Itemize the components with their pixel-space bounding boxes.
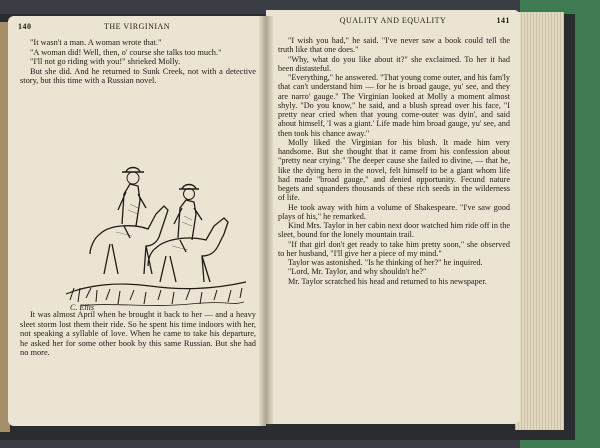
paragraph: But she did. And he returned to Sunk Creek, not with a detective story, but this time with a Russian novel. <box>20 66 256 86</box>
paragraph: "If that girl don't get ready to take him pretty soon," she observed to her husband, "I'll give her a piece of my mind." <box>278 239 510 258</box>
paragraph: It was almost April when he brought it back to her — and a heavy sleet storm lost them their ride. So he spent his time indoors with her, not speaking a syllable of love. When he came to take his departure, he asked her for some other book by this same Russian. But she had no more. <box>20 310 256 358</box>
paragraph: Kind Mrs. Taylor in her cabin next door watched him ride off in the sleet, bound for the lonely mountain trail. <box>278 221 510 240</box>
paragraph: He took away with him a volume of Shakespeare. "I've saw good plays of his," he remarked. <box>278 202 510 221</box>
paragraph: "It wasn't a man. A woman wrote that." <box>30 38 162 47</box>
paragraph: Mr. Taylor scratched his head and returned to his newspaper. <box>288 276 487 286</box>
left-page <box>8 16 266 426</box>
paragraph: "A woman did! Well, then, o' course she talks too much." <box>30 47 222 57</box>
left-page-top-text <box>20 38 256 86</box>
paragraph: Taylor was astonished. "Is he thinking of her?" he inquired. <box>288 258 483 267</box>
right-page <box>266 10 520 424</box>
left-page-bottom-text <box>20 310 256 358</box>
illustration-signature: C. Ellis <box>70 303 95 312</box>
paragraph: "Lord, Mr. Taylor, and why shouldn't he?" <box>288 267 427 277</box>
paragraph: "Everything," he answered. "That young come outer, and his fam'ly that can't understand him — for he is broad gauge, yu' see, and they are narro' gauge." The Virginian looked at Molly a moment almost shyly. "Do you know," he said, and a blush spread over his face, "I pretty near cried when that young come-outer was dyin', and said about himself, 'I was a giant.' Life made him broad gauge, yu' see, and then took his chance away." <box>278 73 510 138</box>
paragraph: "I wish you had," he said. "I've never saw a book could tell the truth like that one does." <box>278 36 510 55</box>
riders-illustration <box>60 114 252 314</box>
paragraph: "I'll not go riding with you!" shrieked Molly. <box>30 57 181 67</box>
paragraph: Molly liked the Virginian for his blush. It made him very handsome. But she thought that it came from his confession about "pretty near crying." The deeper cause she failed to divine, — that he, like the dying hero in the novel, felt himself to be a giant whom life had made "broad gauge," and denied opportunity. Fecund nature begets and squanders thousands of these rich seeds in the wilderness of life. <box>278 137 510 203</box>
right-page-number: 141 <box>496 16 510 25</box>
paragraph: "Why, what do you like about it?" she exclaimed. To her it had been distasteful. <box>278 54 510 73</box>
left-running-head: THE VIRGINIAN <box>103 22 171 31</box>
right-running-head: QUALITY AND EQUALITY <box>339 16 447 25</box>
page-stack-edge <box>515 12 564 430</box>
left-page-number: 140 <box>18 22 32 31</box>
right-page-text <box>278 36 510 286</box>
book-gutter <box>258 16 274 426</box>
